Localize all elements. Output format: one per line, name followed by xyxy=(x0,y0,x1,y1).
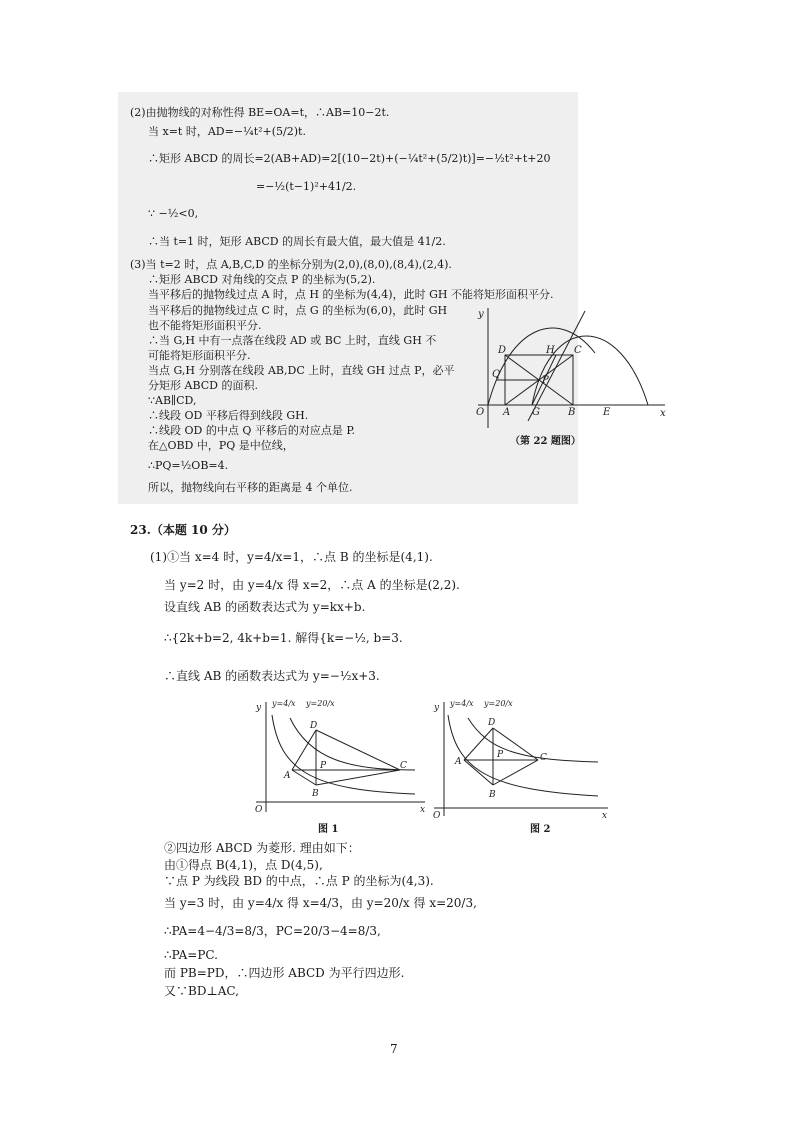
p22-line-2: 当 x=t 时，AD=−¼t²+(5/2)t. xyxy=(148,125,306,138)
fig2-label-p: P xyxy=(497,750,504,760)
fig1-label-c: C xyxy=(400,761,407,771)
figure-23-2-caption: 图 2 xyxy=(530,824,551,835)
p23-line-6: ②四边形 ABCD 为菱形. 理由如下： xyxy=(164,841,360,855)
fig1-label-a: A xyxy=(284,771,291,781)
p23-heading: 23.（本题 10 分） xyxy=(130,523,236,537)
p22-line-20: ∴PQ=½OB=4. xyxy=(148,459,229,472)
fig22-label-g: G xyxy=(532,407,540,418)
p22-line-14: 当点 G,H 分别落在线段 AB,DC 上时，直线 GH 过点 P，必平 xyxy=(148,364,455,377)
p22-line-16: ∵AB∥CD, xyxy=(148,394,197,407)
fig2-curve1: y=4/x xyxy=(450,699,474,708)
figure-22-caption: （第 22 题图） xyxy=(510,436,581,447)
fig22-label-q: Q xyxy=(492,369,501,380)
p23-line-3: 设直线 AB 的函数表达式为 y=kx+b. xyxy=(164,600,366,614)
p22-line-7: (3)当 t=2 时，点 A,B,C,D 的坐标分别为(2,0),(8,0),(8,4),(2,4). xyxy=(130,258,452,271)
fig22-label-c: C xyxy=(574,345,582,356)
fig2-curve2: y=20/x xyxy=(484,699,513,708)
p23-line-13: 又∵BD⊥AC, xyxy=(164,984,239,998)
p23-line-11: ∴PA=PC. xyxy=(164,948,218,962)
fig22-label-o: O xyxy=(476,407,485,418)
p23-line-10: ∴PA=4−4/3=8/3，PC=20/3−4=8/3, xyxy=(164,924,381,938)
fig22-label-d: D xyxy=(498,345,507,356)
fig1-label-p: P xyxy=(320,761,327,771)
p22-line-12: ∴当 G,H 中有一点落在线段 AD 或 BC 上时，直线 GH 不 xyxy=(148,334,437,347)
p22-line-18: ∴线段 OD 的中点 Q 平移后的对应点是 P. xyxy=(148,424,356,437)
fig2-label-c: C xyxy=(540,753,547,763)
p22-line-21: 所以，抛物线向右平移的距离是 4 个单位. xyxy=(148,481,353,494)
p22-line-17: ∴线段 OD 平移后得到线段 GH. xyxy=(148,409,309,422)
p23-line-9: 当 y=3 时，由 y=4/x 得 x=4/3，由 y=20/x 得 x=20/3, xyxy=(164,896,477,910)
p22-line-6: ∴当 t=1 时，矩形 ABCD 的周长有最大值，最大值是 41/2. xyxy=(148,235,446,248)
figure-22 xyxy=(470,303,670,433)
p23-line-2: 当 y=2 时，由 y=4/x 得 x=2，∴点 A 的坐标是(2,2). xyxy=(164,578,460,592)
fig1-label-o: O xyxy=(255,805,263,815)
fig22-label-y: y xyxy=(478,309,484,320)
p22-line-8: ∴矩形 ABCD 对角线的交点 P 的坐标为(5,2). xyxy=(148,273,376,286)
fig2-label-b: B xyxy=(489,790,496,800)
fig1-curve2: y=20/x xyxy=(306,699,335,708)
p23-line-8: ∵点 P 为线段 BD 的中点，∴点 P 的坐标为(4,3). xyxy=(164,874,434,888)
fig2-label-a: A xyxy=(455,757,462,767)
figure-23-1-caption: 图 1 xyxy=(318,824,339,835)
fig22-label-e: E xyxy=(603,407,611,418)
fig22-label-x: x xyxy=(660,408,666,419)
fig22-label-p: P xyxy=(542,375,549,386)
fig22-label-a: A xyxy=(503,407,511,418)
fig22-label-b: B xyxy=(568,407,576,418)
page-number: 7 xyxy=(390,1042,398,1056)
fig2-label-x: x xyxy=(602,811,608,820)
fig2-label-o: O xyxy=(433,811,441,820)
fig1-label-x: x xyxy=(420,805,426,815)
p23-line-4: ∴{2k+b=2, 4k+b=1. 解得{k=−½, b=3. xyxy=(164,631,403,645)
figure-23-2 xyxy=(428,690,613,820)
fig1-label-d: D xyxy=(310,721,318,731)
p22-line-13: 可能将矩形面积平分. xyxy=(148,349,251,362)
fig2-label-y: y xyxy=(434,703,440,713)
p22-line-9: 当平移后的抛物线过点 A 时，点 H 的坐标为(4,4)，此时 GH 不能将矩形面积平分. xyxy=(148,288,554,301)
p22-line-4: =−½(t−1)²+41/2. xyxy=(256,180,357,193)
fig1-curve1: y=4/x xyxy=(272,699,296,708)
p22-line-1: (2)由抛物线的对称性得 BE=OA=t，∴AB=10−2t. xyxy=(130,106,390,119)
p23-line-5: ∴直线 AB 的函数表达式为 y=−½x+3. xyxy=(164,669,380,683)
p22-line-10: 当平移后的抛物线过点 C 时，点 G 的坐标为(6,0)，此时 GH xyxy=(148,304,448,317)
p23-line-1: (1)①当 x=4 时，y=4/x=1，∴点 B 的坐标是(4,1). xyxy=(150,550,433,564)
fig1-label-y: y xyxy=(256,703,262,713)
figure-23-1 xyxy=(250,690,430,820)
p23-line-7: 由①得点 B(4,1)，点 D(4,5), xyxy=(164,858,323,872)
fig1-label-b: B xyxy=(312,789,319,799)
p22-line-15: 分矩形 ABCD 的面积. xyxy=(148,379,258,392)
p22-line-5: ∵ −½<0, xyxy=(148,207,199,220)
p22-line-19: 在△OBD 中，PQ 是中位线， xyxy=(148,439,294,452)
p23-line-12: 而 PB=PD，∴四边形 ABCD 为平行四边形. xyxy=(164,966,405,980)
p22-line-11: 也不能将矩形面积平分. xyxy=(148,319,262,332)
fig22-label-h: H xyxy=(546,345,555,356)
p22-line-3: ∴矩形 ABCD 的周长=2(AB+AD)=2[(10−2t)+(−¼t²+(5/2)t)]=−½t²+t+20 xyxy=(148,152,551,165)
fig2-label-d: D xyxy=(488,718,496,728)
